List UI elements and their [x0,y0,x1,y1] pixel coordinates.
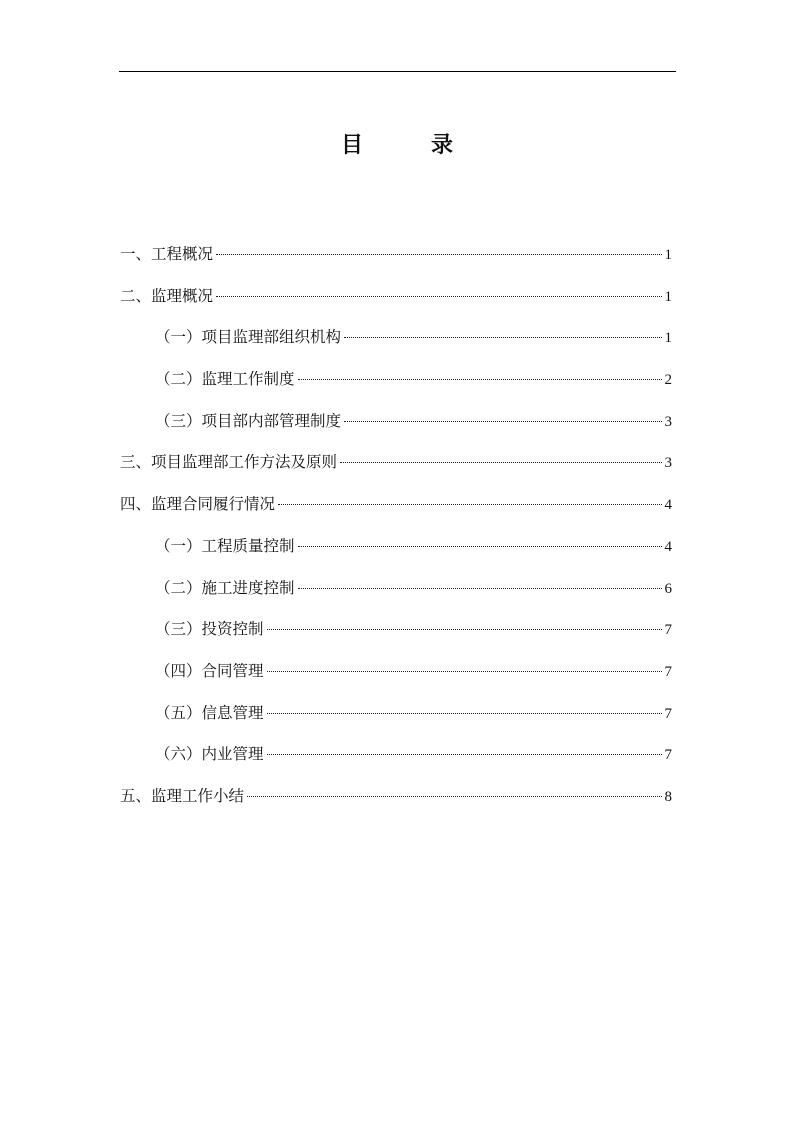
toc-entry-page: 2 [664,372,672,389]
toc-entry-label: 二、监理概况 [120,286,214,305]
toc-entry[interactable] [120,324,672,366]
toc-entry-page: 3 [664,413,672,430]
toc-dot-leader [344,337,661,338]
toc-list [120,241,672,825]
toc-dot-leader [216,254,661,255]
header-rule [119,71,676,72]
toc-dot-leader [298,588,662,589]
toc-entry-label: 一、工程概况 [120,245,214,263]
toc-entry-label: （二）监理工作制度 [155,370,295,389]
toc-entry-label: （一）工程质量控制 [155,536,295,555]
toc-entry-page: 4 [664,538,672,555]
page-title [0,130,794,160]
toc-entry-page: 1 [664,247,672,263]
toc-dot-leader [344,421,661,422]
toc-entry[interactable] [120,616,672,658]
toc-entry-label: （三）项目部内部管理制度 [155,411,342,430]
toc-entry-page: 3 [664,455,672,472]
toc-entry[interactable] [120,408,672,450]
toc-entry-page: 4 [664,497,672,514]
toc-dot-leader [216,296,661,297]
toc-entry-label: （一）项目监理部组织机构 [155,328,342,347]
toc-dot-leader [247,796,661,797]
toc-entry[interactable] [120,533,672,575]
toc-dot-leader [267,713,662,714]
toc-entry-label: 五、监理工作小结 [120,786,245,805]
toc-entry[interactable] [120,283,672,325]
toc-dot-leader [298,379,662,380]
toc-entry-page: 6 [664,580,672,597]
toc-entry-label: （二）施工进度控制 [155,578,295,597]
toc-dot-leader [278,504,661,505]
toc-entry-page: 1 [664,330,672,347]
toc-entry-label: 四、监理合同履行情况 [120,495,276,514]
toc-entry-page: 7 [664,663,672,680]
toc-entry[interactable] [120,658,672,700]
title-char-left: 目 [340,132,363,158]
toc-entry-label: （六）内业管理 [155,745,264,764]
toc-entry-label: （四）合同管理 [155,661,264,680]
toc-entry[interactable] [120,700,672,742]
toc-dot-leader [267,629,662,630]
toc-entry-page: 1 [664,288,672,305]
toc-entry[interactable] [120,366,672,408]
toc-dot-leader [267,754,662,755]
toc-entry[interactable] [120,449,672,491]
toc-entry[interactable] [120,741,672,783]
title-char-right: 录 [431,132,454,158]
toc-dot-leader [267,671,662,672]
toc-entry-page: 7 [664,622,672,639]
toc-entry-page: 7 [664,747,672,764]
toc-dot-leader [298,546,662,547]
toc-dot-leader [340,462,661,463]
toc-entry-page: 7 [664,705,672,722]
toc-entry-label: 三、项目监理部工作方法及原则 [120,453,338,472]
toc-entry-page: 8 [664,788,672,805]
toc-entry-label: （三）投资控制 [155,620,264,639]
toc-entry-label: （五）信息管理 [155,703,264,722]
toc-entry[interactable] [120,241,672,283]
toc-entry[interactable] [120,491,672,533]
toc-entry[interactable] [120,783,672,825]
toc-entry[interactable] [120,575,672,617]
